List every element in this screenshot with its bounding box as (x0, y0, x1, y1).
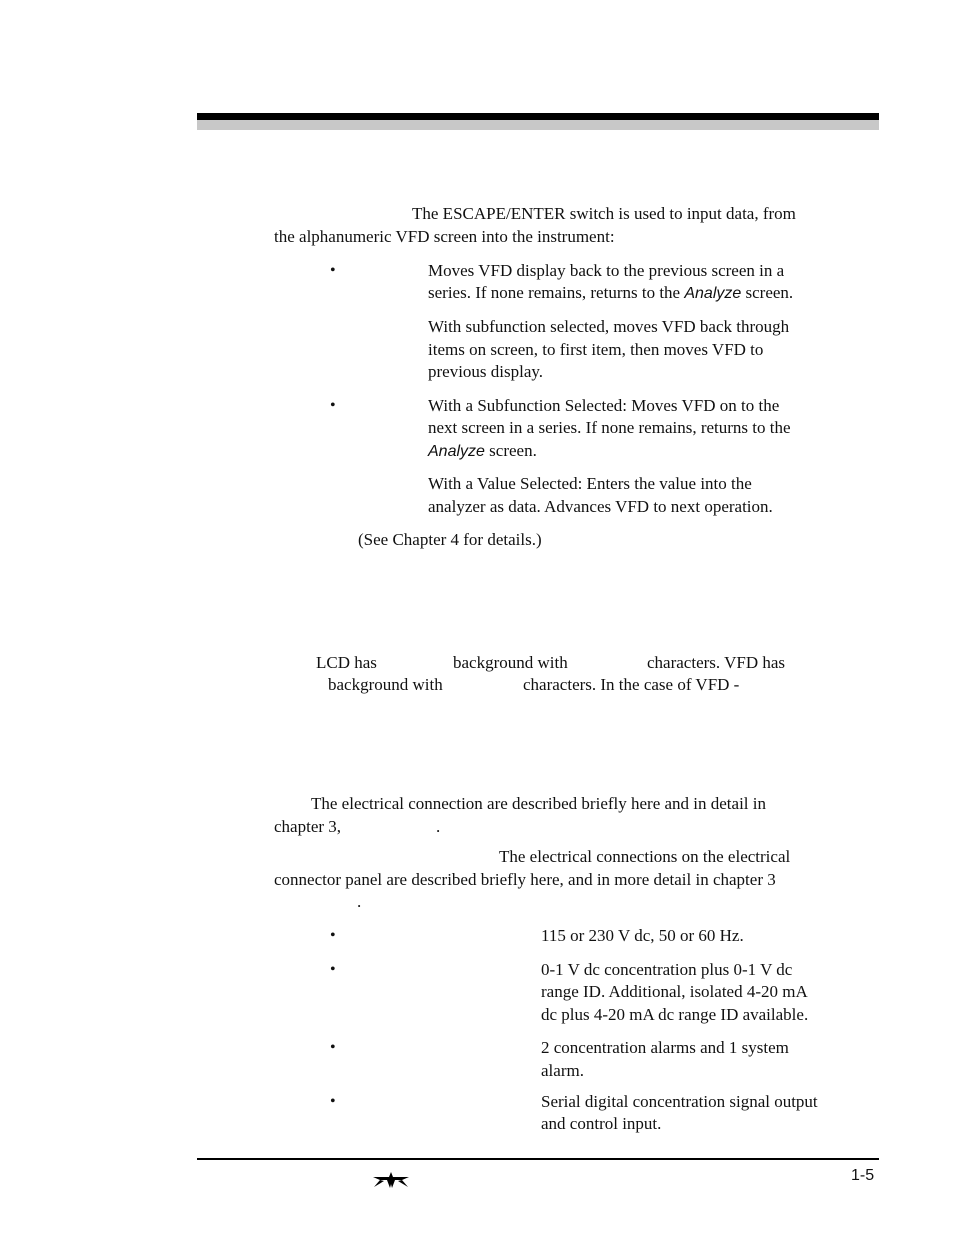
enter-desc-line2: next screen in a series. If none remains, returns to the (428, 418, 791, 437)
enter-value-line2: analyzer as data. Advances VFD to next operation. (428, 497, 773, 516)
analyze-screen-name: Analyze (684, 285, 742, 302)
display-note-vfd-background: background with (328, 675, 443, 694)
alarm-line2: alarm. (541, 1061, 584, 1080)
analog-output-bullet: • (330, 961, 336, 978)
alarm-line1: 2 concentration alarms and 1 system (541, 1038, 789, 1057)
enter-desc-line3: Analyze screen. (428, 441, 537, 460)
escape-subfunction-line1: With subfunction selected, moves VFD back through (428, 317, 790, 336)
escape-bullet: • (330, 262, 336, 279)
enter-desc-line1: With a Subfunction Selected: Moves VFD on to the (428, 396, 780, 415)
power-bullet: • (330, 927, 336, 944)
electrical-intro-period: . (436, 817, 441, 836)
electrical-intro-chapter: chapter 3, (274, 817, 342, 836)
serial-line2: and control input. (541, 1114, 662, 1133)
serial-bullet: • (330, 1093, 336, 1110)
alarm-bullet: • (330, 1039, 336, 1056)
electrical-panel-period: . (357, 892, 362, 911)
escape-subfunction-line2: items on screen, to first item, then moves VFD to (428, 340, 764, 359)
display-note-vfd-characters: characters. In the case of VFD - (523, 675, 740, 694)
analog-output-line3: dc plus 4-20 mA dc range ID available. (541, 1005, 809, 1024)
teledyne-logo-icon (372, 1171, 410, 1189)
display-note-lcd: LCD has (316, 653, 377, 672)
display-note-lcd-characters: characters. VFD has (647, 653, 786, 672)
page-number: 1-5 (851, 1167, 875, 1184)
analyze-screen-name: Analyze (428, 443, 485, 460)
analog-output-line1: 0-1 V dc concentration plus 0-1 V dc (541, 960, 793, 979)
electrical-panel-line1: The electrical connections on the electrical (499, 847, 791, 866)
header-rule-gray (197, 120, 879, 130)
escape-desc-line1: Moves VFD display back to the previous screen in a (428, 261, 785, 280)
enter-bullet: • (330, 397, 336, 414)
escape-enter-intro-line1: The ESCAPE/ENTER switch is used to input data, from (412, 204, 796, 223)
see-chapter-note: (See Chapter 4 for details.) (358, 530, 542, 549)
serial-line1: Serial digital concentration signal output (541, 1092, 818, 1111)
electrical-panel-line2: connector panel are described briefly here, and in more detail in chapter 3 (274, 870, 776, 889)
electrical-intro-line1: The electrical connection are described briefly here and in detail in (311, 794, 766, 813)
footer-rule (197, 1158, 879, 1160)
display-note-lcd-background: background with (453, 653, 568, 672)
escape-enter-intro-line2: the alphanumeric VFD screen into the instrument: (274, 227, 615, 246)
escape-subfunction-line3: previous display. (428, 362, 544, 381)
escape-desc-line2: series. If none remains, returns to the Analyze screen. (428, 283, 794, 302)
power-spec: 115 or 230 V dc, 50 or 60 Hz. (541, 926, 744, 945)
enter-value-line1: With a Value Selected: Enters the value into the (428, 474, 752, 493)
header-rule-black (197, 113, 879, 120)
analog-output-line2: range ID. Additional, isolated 4-20 mA (541, 982, 808, 1001)
